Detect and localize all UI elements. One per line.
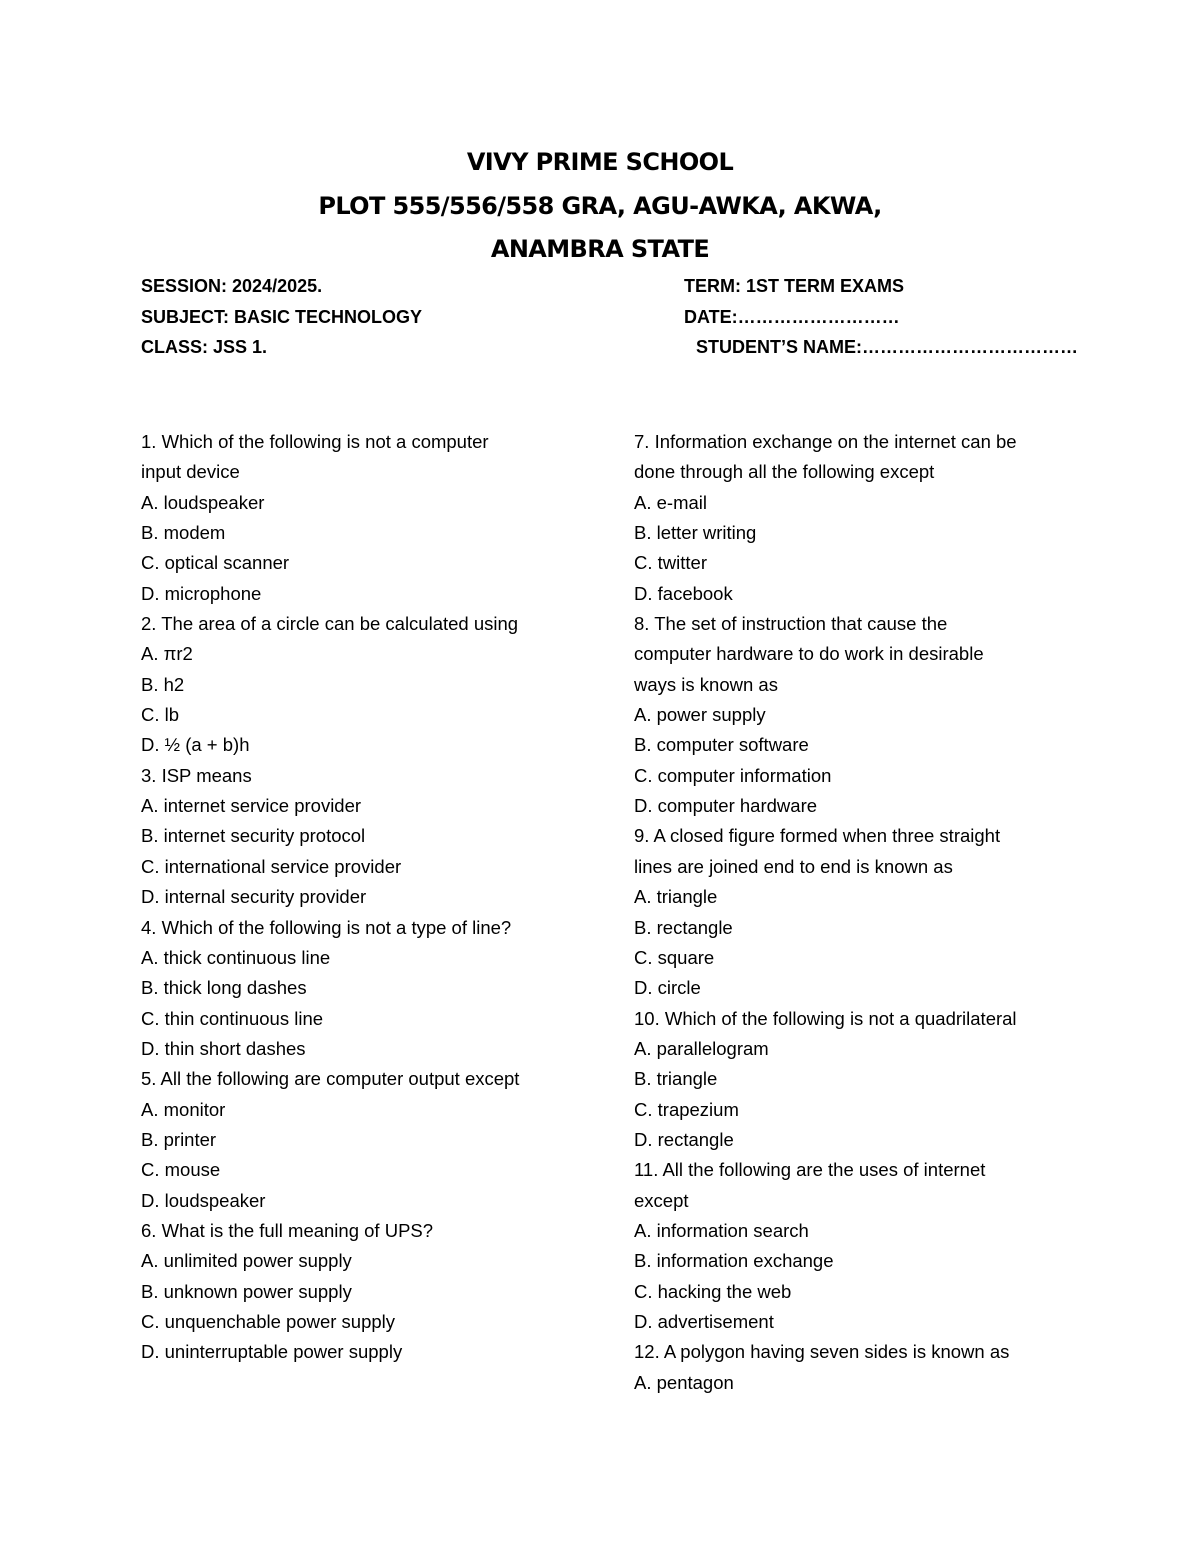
question-line: D. facebook	[634, 582, 733, 604]
question-line: computer hardware to do work in desirable	[634, 643, 984, 665]
school-address-line2: ANAMBRA STATE	[490, 235, 710, 263]
question-line: 6. What is the full meaning of UPS?	[141, 1219, 434, 1241]
question-line: A. unlimited power supply	[141, 1250, 352, 1272]
question-line: input device	[141, 461, 240, 483]
questions-column-left	[141, 427, 581, 1368]
session-label: SESSION: 2024/2025.	[141, 276, 323, 296]
question-line: B. thick long dashes	[141, 977, 307, 999]
questions-column-right	[634, 427, 1074, 1398]
question-line: B. unknown power supply	[141, 1280, 352, 1302]
question-line: 4. Which of the following is not a type of line?	[141, 916, 512, 938]
question-line: A. πr2	[141, 643, 193, 665]
student-name-field: STUDENT’S NAME:………………………………	[696, 337, 1078, 357]
question-line: B. printer	[141, 1128, 217, 1150]
question-line: C. square	[634, 946, 715, 968]
question-line: A. e-mail	[634, 491, 707, 513]
question-line: C. mouse	[141, 1159, 221, 1181]
question-line: C. twitter	[634, 552, 707, 574]
class-label: CLASS: JSS 1.	[141, 337, 268, 357]
subject-label: SUBJECT: BASIC TECHNOLOGY	[141, 307, 423, 327]
question-line: 11. All the following are the uses of internet	[634, 1159, 986, 1181]
question-line: ways is known as	[634, 673, 778, 695]
date-field: DATE:………………………	[684, 307, 900, 327]
question-line: 10. Which of the following is not a quadrilateral	[634, 1007, 1017, 1029]
question-line: C. lb	[141, 704, 180, 726]
question-line: 2. The area of a circle can be calculated using	[141, 613, 519, 635]
question-line: A. pentagon	[634, 1371, 734, 1393]
term-label: TERM: 1ST TERM EXAMS	[684, 276, 905, 296]
question-line: B. rectangle	[634, 916, 733, 938]
question-line: A. power supply	[634, 704, 766, 726]
question-line: 1. Which of the following is not a computer	[141, 431, 489, 452]
question-line: C. international service provider	[141, 855, 402, 877]
question-line: D. circle	[634, 977, 701, 999]
question-line: lines are joined end to end is known as	[634, 855, 953, 877]
question-line: B. internet security protocol	[141, 825, 366, 847]
question-line: D. uninterruptable power supply	[141, 1341, 403, 1363]
question-line: D. computer hardware	[634, 795, 818, 817]
question-line: A. thick continuous line	[141, 946, 331, 968]
question-line: D. rectangle	[634, 1128, 734, 1150]
question-line: C. trapezium	[634, 1098, 739, 1120]
question-line: A. internet service provider	[141, 795, 362, 817]
question-line: A. triangle	[634, 886, 718, 908]
question-line: D. internal security provider	[141, 886, 367, 908]
question-line: D. advertisement	[634, 1310, 774, 1332]
question-line: C. computer information	[634, 764, 832, 786]
question-line: C. thin continuous line	[141, 1007, 324, 1029]
question-line: A. parallelogram	[634, 1037, 769, 1059]
question-line: D. microphone	[141, 582, 262, 604]
question-line: A. loudspeaker	[141, 491, 265, 513]
question-line: B. modem	[141, 522, 226, 544]
question-line: B. computer software	[634, 734, 809, 756]
question-line: done through all the following except	[634, 461, 935, 483]
question-line: A. monitor	[141, 1098, 226, 1120]
question-line: C. hacking the web	[634, 1280, 792, 1302]
question-line: D. thin short dashes	[141, 1037, 306, 1059]
question-line: C. optical scanner	[141, 552, 290, 574]
school-name: VIVY PRIME SCHOOL	[466, 148, 734, 176]
question-line: 8. The set of instruction that cause the	[634, 613, 948, 635]
question-line: D. ½ (a + b)h	[141, 734, 250, 756]
question-line: 7. Information exchange on the internet can be	[634, 431, 1017, 452]
question-line: B. information exchange	[634, 1250, 834, 1272]
school-address-line1: PLOT 555/556/558 GRA, AGU-AWKA, AKWA,	[318, 192, 882, 220]
question-line: B. h2	[141, 673, 185, 695]
question-line: A. information search	[634, 1219, 809, 1241]
question-line: C. unquenchable power supply	[141, 1310, 396, 1332]
question-line: B. letter writing	[634, 522, 757, 544]
question-line: 9. A closed figure formed when three straight	[634, 825, 1001, 847]
question-line: B. triangle	[634, 1068, 718, 1090]
question-line: D. loudspeaker	[141, 1189, 266, 1211]
question-line: 12. A polygon having seven sides is known as	[634, 1341, 1010, 1363]
question-line: 3. ISP means	[141, 764, 252, 786]
question-line: except	[634, 1189, 689, 1211]
question-line: 5. All the following are computer output except	[141, 1068, 520, 1090]
